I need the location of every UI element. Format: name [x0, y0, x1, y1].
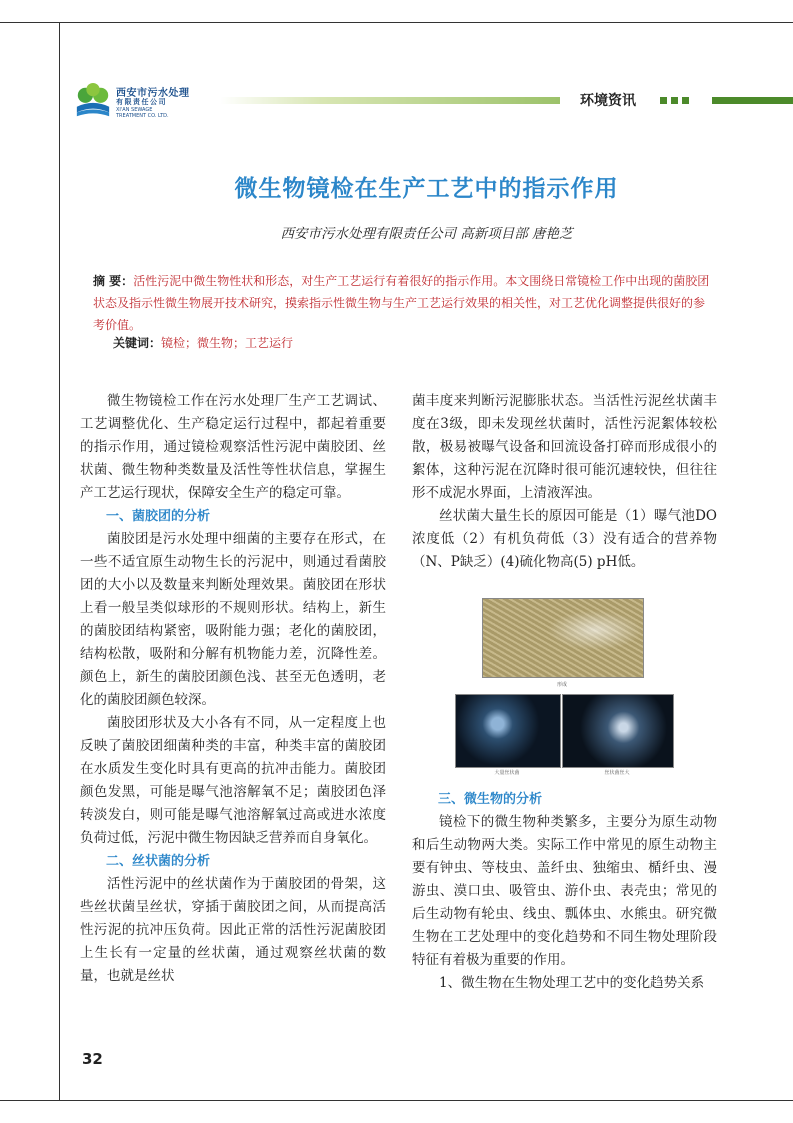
paragraph: 活性污泥中的丝状菌作为于菌胶团的骨架，这些丝状菌呈丝状，穿插于菌胶团之间，从而提高活性污泥的抗冲压负荷。因此正常的活性污泥菌胶团上生长有一定量的丝状菌，通过观察丝状菌的数量，也就是丝状 [80, 876, 386, 984]
paragraph: 菌胶团形状及大小各有不同，从一定程度上也反映了菌胶团细菌种类的丰富，种类丰富的菌胶团在水质发生变化时具有更高的抗冲击能力。菌胶团颜色发黑，可能是曝气池溶解氧不足；菌胶团色泽转淡发白，则可能是曝气池溶解氧过高或进水浓度负荷过低，污泥中微生物因缺乏营养而自身氧化。 [80, 715, 386, 846]
header-squares [660, 97, 689, 104]
paragraph: 菌胶团是污水处理中细菌的主要存在形式，在一些不适宜原生动物生长的污泥中，则通过看菌胶团的大小以及数量来判断处理效果。菌胶团在形状上看一般呈类似球形的不规则形状。结构上，新生的菌胶团结构紧密，吸附能力强；老化的菌胶团，结构松散，吸附和分解有机物能力差，沉降性差。颜色上，新生的菌胶团颜色浅、甚至无色透明，老化的菌胶团颜色较深。 [80, 531, 386, 708]
section-label: 环境资讯 [580, 93, 636, 109]
logo-english-name: XI'AN SEWAGE TREATMENT CO. LTD. [116, 107, 169, 119]
frame-top-line [0, 22, 793, 23]
paragraph: 微生物镜检工作在污水处理厂生产工艺调试、工艺调整优化、生产稳定运行过程中，都起着重要的指示作用，通过镜检观察活性污泥中菌胶团、丝状菌、微生物种类数量及活性等性状信息，掌握生产工艺运行现状，保障安全生产的稳定可靠。 [80, 393, 386, 501]
article-title: 微生物镜检在生产工艺中的指示作用 [234, 176, 619, 202]
page-number: 32 [82, 1050, 103, 1068]
logo-chinese-subname: 有限责任公司 [116, 98, 167, 106]
section-heading-microorganisms: 三、微生物的分析 [438, 792, 543, 807]
keywords-text: 镜检；微生物；工艺运行 [161, 336, 294, 350]
figure-caption: 大量丝状菌 [494, 770, 520, 776]
article-author: 西安市污水处理有限责任公司 高新项目部 唐艳芝 [280, 226, 573, 242]
company-logo [74, 80, 224, 124]
abstract-label: 摘 要： [93, 274, 134, 288]
paragraph: 丝状菌大量生长的原因可能是（1）曝气池DO浓度低（2）有机负荷低（3）没有适合的营养物（N、P缺乏）(4)硫化物高(5) pH低。 [412, 508, 717, 570]
figure-caption: 丝状菌丝大 [604, 770, 630, 776]
paragraph: 1、微生物在生物处理工艺中的变化趋势关系 [439, 975, 705, 991]
keywords-label: 关键词： [113, 336, 162, 350]
section-heading-filamentous: 二、丝状菌的分析 [106, 854, 211, 869]
micrograph-image-bottom-left [455, 694, 561, 768]
section-heading-zoogloea: 一、菌胶团的分析 [106, 509, 211, 524]
logo-chinese-name: 西安市污水处理 [116, 88, 190, 99]
column-left [80, 390, 386, 988]
abstract-text: 活性污泥中微生物性状和形态，对生产工艺运行有着很好的指示作用。本文围绕日常镜检工作中出现的菌胶团状态及指示性微生物展开技术研究，摸索指示性微生物与生产工艺运行效果的相关性，对工艺优化调整提供很好的参考价值。 [93, 274, 710, 332]
paragraph: 镜检下的微生物种类繁多，主要分为原生动物和后生动物两大类。实际工作中常见的原生动物主要有钟虫、等枝虫、盖纤虫、独缩虫、楯纤虫、漫游虫、漠口虫、吸管虫、游仆虫、表壳虫；常见的后生动物有轮虫、线虫、瓢体虫、水熊虫。研究微生物在工艺处理中的变化趋势和不同生物处理阶段特征有着极为重要的作用。 [412, 814, 717, 968]
paragraph: 菌丰度来判断污泥膨胀状态。当活性污泥丝状菌丰度在3级，即未发现丝状菌时，活性污泥絮体较松散，极易被曝气设备和回流设备打碎而形成很小的絮体，这种污泥在沉降时很可能沉速较快，但往往形不成泥水界面，上清液浑浊。 [412, 393, 717, 501]
keywords [113, 334, 293, 351]
column-right-top [412, 390, 717, 574]
header-bar-right [712, 97, 793, 104]
header-gradient-bar [220, 97, 560, 104]
micrograph-image-top [482, 598, 644, 678]
column-right-bottom [412, 788, 717, 995]
frame-bottom-line [0, 1100, 793, 1101]
micrograph-image-bottom-right [562, 694, 674, 768]
figure-caption: 形成 [556, 682, 567, 688]
abstract [93, 270, 715, 336]
leaf-logo-icon [74, 82, 112, 120]
